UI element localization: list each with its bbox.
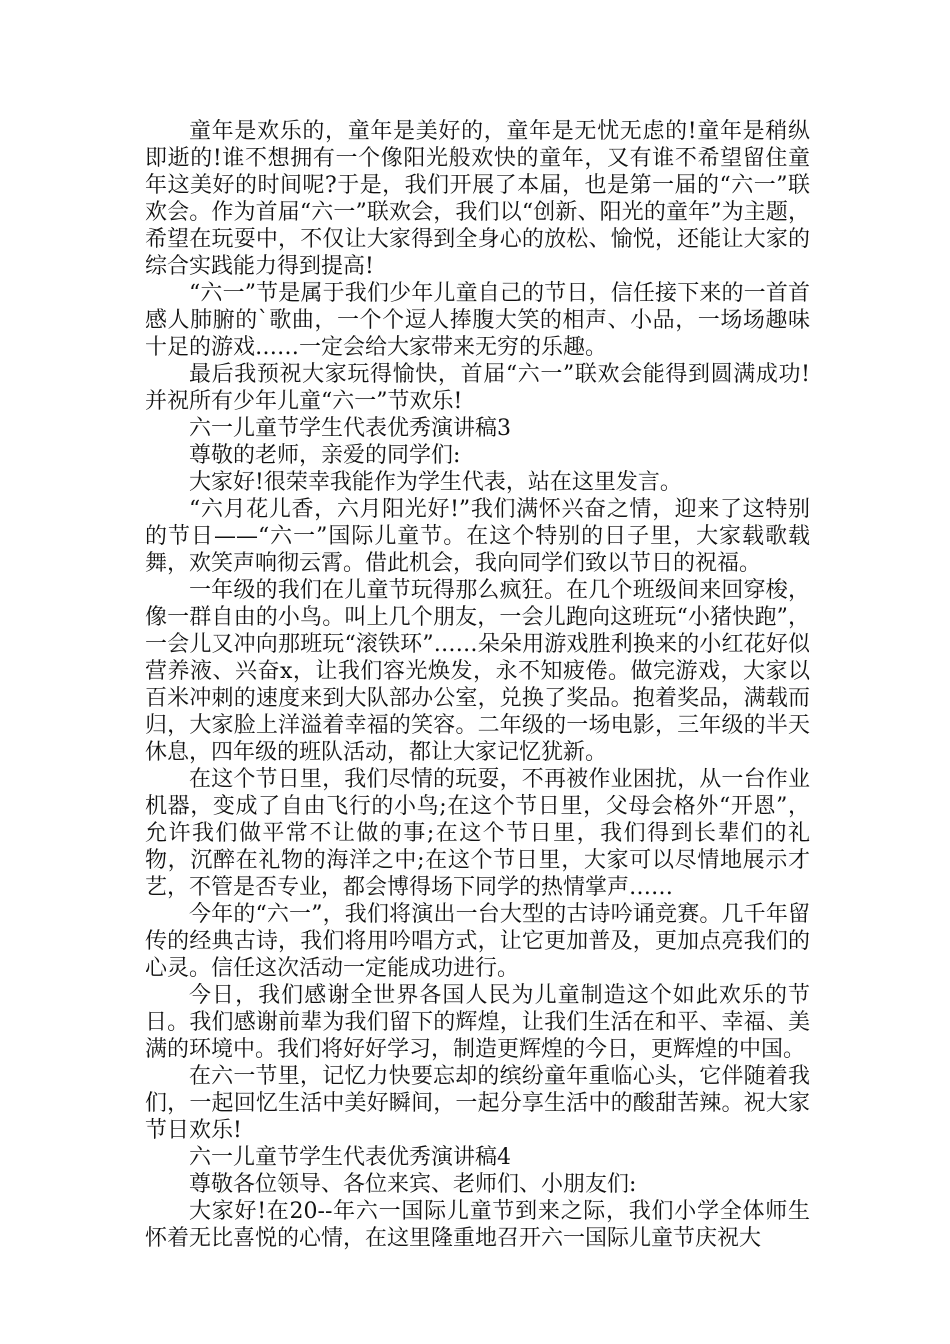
- speech-3-paragraph-6: 在六一节里，记忆力快要忘却的缤纷童年重临心头，它伴随着我们，一起回忆生活中美好瞬间，一起分享生活中的酸甜苦辣。祝大家节日欢乐!: [145, 1064, 810, 1143]
- paragraph-program: “六一”节是属于我们少年儿童自己的节日，信任接下来的一首首感人肺腑的`歌曲，一个个逗人捧腹大笑的相声、小品，一场场趣味十足的游戏……一定会给大家带来无穷的乐趣。: [145, 281, 810, 360]
- speech-3-paragraph-4: 今年的“六一”，我们将演出一台大型的古诗吟诵竞赛。几千年留传的经典古诗，我们将用吟唱方式，让它更加普及，更加点亮我们的心灵。信任这次活动一定能成功进行。: [145, 902, 810, 981]
- speech-3-greeting: 大家好!很荣幸我能作为学生代表，站在这里发言。: [189, 470, 682, 495]
- speech-3-paragraph-2: 一年级的我们在儿童节玩得那么疯狂。在几个班级间来回穿梭，像一群自由的小鸟。叫上几个朋友，一会儿跑向这班玩“小猪快跑”，一会儿又冲向那班玩“滚铁环”……朵朵用游戏胜利换来的小红花好似营养液、兴奋x，让我们容光焕发，永不知疲倦。做完游戏，大家以百米冲刺的速度来到大队部办公室，兑换了奖品。抱着奖品，满载而归，大家脸上洋溢着幸福的笑容。二年级的一场电影，三年级的半天休息，四年级的班队活动，都让大家记忆犹新。: [145, 578, 810, 765]
- speech-3-paragraph-1: “六月花儿香，六月阳光好!”我们满怀兴奋之情，迎来了这特别的节日——“六一”国际儿童节。在这个特别的日子里，大家载歌载舞，欢笑声响彻云霄。借此机会，我向同学们致以节日的祝福。: [145, 497, 810, 576]
- speech-3-title: 六一儿童节学生代表优秀演讲稿3: [189, 416, 511, 441]
- speech-4-salutation: 尊敬各位领导、各位来宾、老师们、小朋友们:: [189, 1172, 637, 1197]
- speech-3-paragraph-5: 今日，我们感谢全世界各国人民为儿童制造这个如此欢乐的节日。我们感谢前辈为我们留下的辉煌，让我们生活在和平、幸福、美满的环境中。我们将好好学习，制造更辉煌的今日，更辉煌的中国。: [145, 983, 810, 1062]
- speech-4-title: 六一儿童节学生代表优秀演讲稿4: [189, 1145, 511, 1170]
- speech-3-paragraph-3: 在这个节日里，我们尽情的玩耍，不再被作业困扰，从一台作业机器，变成了自由飞行的小鸟;在这个节日里，父母会格外“开恩”，允许我们做平常不让做的事;在这个节日里，我们得到长辈们的礼物，沉醉在礼物的海洋之中;在这个节日里，大家可以尽情地展示才艺，不管是否专业，都会博得场下同学的热情掌声……: [145, 767, 810, 900]
- paragraph-closing-wish: 最后我预祝大家玩得愉快，首届“六一”联欢会能得到圆满成功!并祝所有少年儿童“六一”节欢乐!: [145, 362, 810, 414]
- speech-4-paragraph-1: 大家好!在20--年六一国际儿童节到来之际，我们小学全体师生怀着无比喜悦的心情，在这里隆重地召开六一国际儿童节庆祝大: [145, 1199, 810, 1251]
- paragraph-intro: 童年是欢乐的，童年是美好的，童年是无忧无虑的!童年是稍纵即逝的!谁不想拥有一个像阳光般欢快的童年，又有谁不希望留住童年这美好的时间呢?于是，我们开展了本届，也是第一届的“六一”联欢会。作为首届“六一”联欢会，我们以“创新、阳光的童年”为主题，希望在玩耍中，不仅让大家得到全身心的放松、愉悦，还能让大家的综合实践能力得到提高!: [145, 119, 810, 279]
- document-body: [145, 118, 810, 1252]
- speech-3-salutation: 尊敬的老师，亲爱的同学们:: [189, 443, 461, 468]
